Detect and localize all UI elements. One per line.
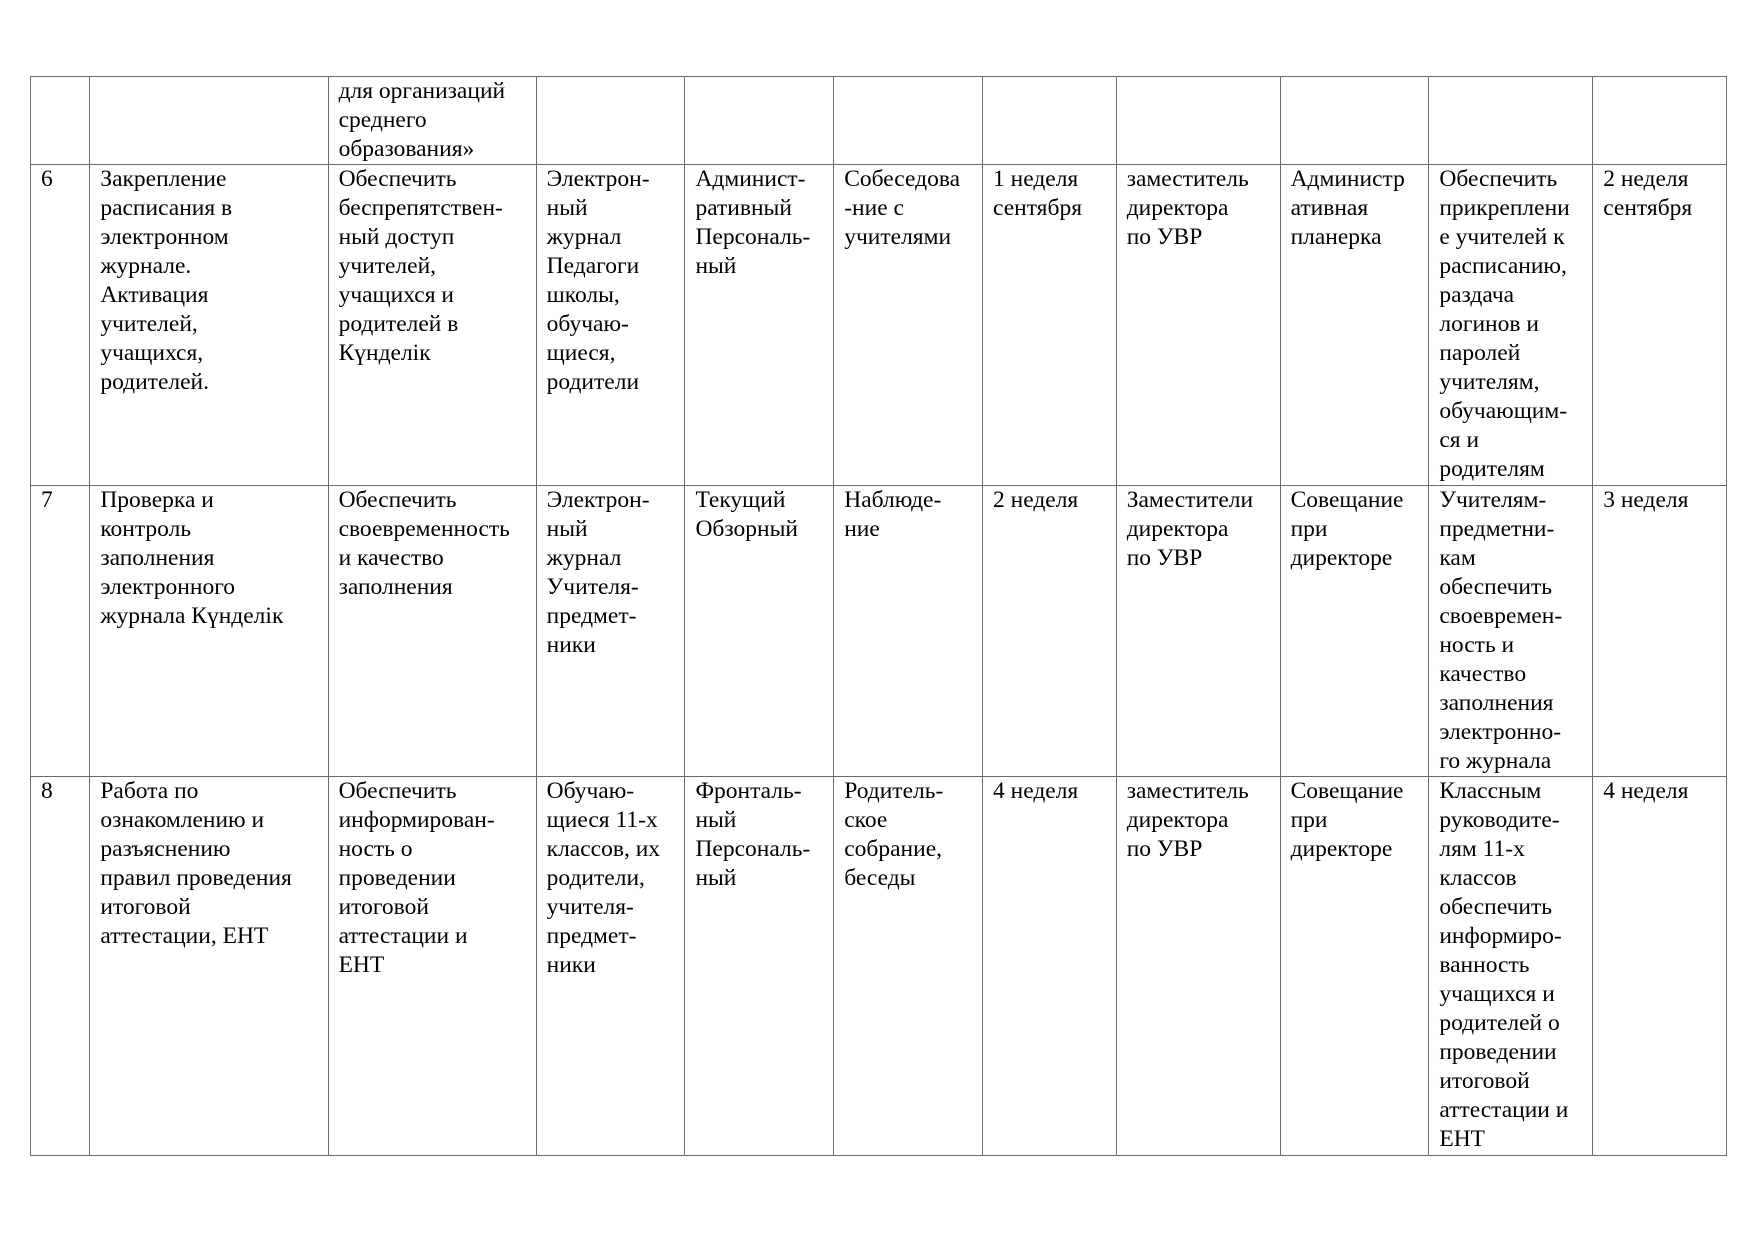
cell-num: 6 bbox=[31, 165, 90, 486]
cell-object bbox=[536, 77, 685, 165]
control-plan-table bbox=[30, 76, 1727, 1156]
cell-type: Фронталь- ный Персональ- ный bbox=[685, 777, 834, 1156]
cell-num bbox=[31, 77, 90, 165]
cell-object: Электрон- ный журнал Учителя- предмет- ники bbox=[536, 486, 685, 777]
cell-type: Админист- ративный Персональ- ный bbox=[685, 165, 834, 486]
cell-period: 2 неделя bbox=[983, 486, 1117, 777]
cell-review: Совещание при директоре bbox=[1280, 777, 1429, 1156]
cell-period: 4 неделя bbox=[983, 777, 1117, 1156]
cell-num: 7 bbox=[31, 486, 90, 777]
cell-recheck bbox=[1593, 77, 1727, 165]
cell-topic bbox=[90, 77, 328, 165]
cell-object: Электрон- ный журнал Педагоги школы, обучаю- щиеся, родители bbox=[536, 165, 685, 486]
cell-responsible bbox=[1116, 77, 1280, 165]
table-row bbox=[31, 486, 1727, 777]
cell-decision: Обеспечить прикреплени е учителей к расписанию, раздача логинов и паролей учителям, обучающим- ся и родителям bbox=[1429, 165, 1593, 486]
cell-type: Текущий Обзорный bbox=[685, 486, 834, 777]
table-row bbox=[31, 165, 1727, 486]
cell-method: Наблюде- ние bbox=[834, 486, 983, 777]
cell-responsible: заместитель директора по УВР bbox=[1116, 777, 1280, 1156]
cell-recheck: 3 неделя bbox=[1593, 486, 1727, 777]
cell-object: Обучаю- щиеся 11-х классов, их родители, учителя- предмет- ники bbox=[536, 777, 685, 1156]
cell-method bbox=[834, 77, 983, 165]
cell-topic: Закрепление расписания в электронном журнале. Активация учителей, учащихся, родителей. bbox=[90, 165, 328, 486]
cell-method: Родитель- ское собрание, беседы bbox=[834, 777, 983, 1156]
cell-goal: Обеспечить информирован- ность о проведении итоговой аттестации и ЕНТ bbox=[328, 777, 536, 1156]
cell-period bbox=[983, 77, 1117, 165]
cell-decision bbox=[1429, 77, 1593, 165]
cell-period: 1 неделя сентября bbox=[983, 165, 1117, 486]
cell-method: Собеседова -ние с учителями bbox=[834, 165, 983, 486]
table-row bbox=[31, 77, 1727, 165]
cell-goal: Обеспечить беспрепятствен- ный доступ учителей, учащихся и родителей в Күнделік bbox=[328, 165, 536, 486]
cell-num: 8 bbox=[31, 777, 90, 1156]
cell-review bbox=[1280, 77, 1429, 165]
cell-responsible: Заместители директора по УВР bbox=[1116, 486, 1280, 777]
cell-type bbox=[685, 77, 834, 165]
cell-review: Администр ативная планерка bbox=[1280, 165, 1429, 486]
cell-decision: Классным руководите- лям 11-х классов обеспечить информиро- ванность учащихся и родителей о проведении итоговой аттестации и ЕНТ bbox=[1429, 777, 1593, 1156]
cell-decision: Учителям- предметни- кам обеспечить своевремен- ность и качество заполнения электронно- го журнала bbox=[1429, 486, 1593, 777]
cell-recheck: 2 неделя сентября bbox=[1593, 165, 1727, 486]
cell-topic: Работа по ознакомлению и разъяснению правил проведения итоговой аттестации, ЕНТ bbox=[90, 777, 328, 1156]
cell-goal: для организаций среднего образования» bbox=[328, 77, 536, 165]
cell-goal: Обеспечить своевременность и качество заполнения bbox=[328, 486, 536, 777]
cell-responsible: заместитель директора по УВР bbox=[1116, 165, 1280, 486]
cell-topic: Проверка и контроль заполнения электронного журнала Күнделік bbox=[90, 486, 328, 777]
cell-recheck: 4 неделя bbox=[1593, 777, 1727, 1156]
cell-review: Совещание при директоре bbox=[1280, 486, 1429, 777]
table-row bbox=[31, 777, 1727, 1156]
